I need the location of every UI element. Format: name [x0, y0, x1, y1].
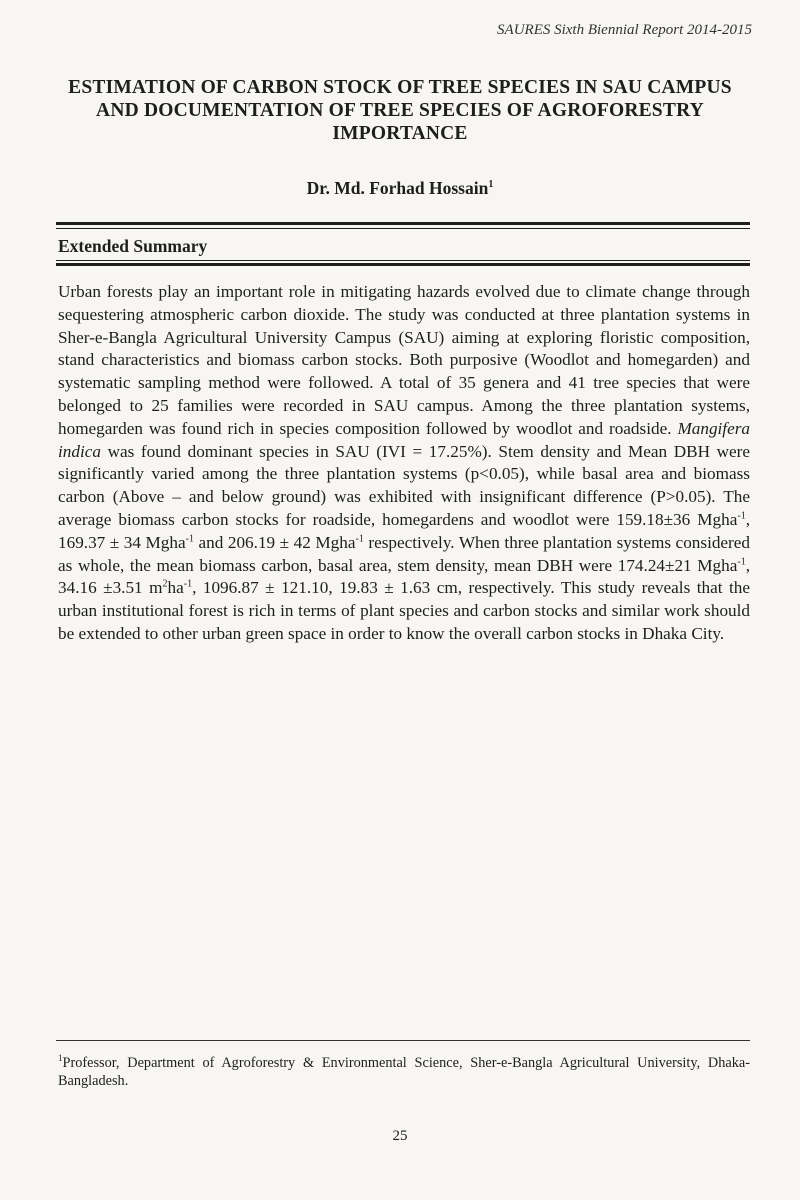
summary-text-4: and 206.19 ± 42 Mgha [198, 532, 356, 552]
species-name: Mangifera indica [58, 418, 750, 461]
summary-text-8: , 1096.87 ± 121.10, 19.83 ± 1.63 cm, respectively. This study reveals that the urban institutional forest is rich in terms of plant species and carbon stocks and similar work should be extended to other urban green space in order to know the overall carbon stocks in Dhaka City. [58, 578, 750, 643]
summary-text-2: was found dominant species in SAU (IVI = 17.25%). Stem density and Mean DBH were significantly varied among the three plantation systems (p<0.05), while basal area and biomass carbon (Above – and below ground) was exhibited with insignificant difference (P>0.05). The average biomass carbon stocks for roadside, homegardens and woodlot were 159.18±36 Mgha [58, 441, 750, 529]
unit-superscript: -1 [737, 510, 746, 522]
summary-text-5: respectively. When three plantation systems considered as whole, the mean biomass carbon, basal area, stem density, mean DBH were 174.24±21 Mgha [58, 532, 751, 575]
unit-superscript: -1 [185, 533, 194, 545]
summary-text-3: , 169.37 ± 34 Mgha [58, 509, 750, 552]
section-rule-bottom [56, 260, 750, 266]
unit-superscript: -1 [355, 533, 364, 545]
section-rule-top [56, 222, 750, 229]
author-line [0, 178, 800, 199]
extended-summary-paragraph [58, 281, 750, 646]
running-head: SAURES Sixth Biennial Report 2014-2015 [497, 22, 752, 38]
footnote-rule [56, 1040, 750, 1041]
unit-superscript: 2 [162, 578, 168, 590]
summary-text-1: Urban forests play an important role in mitigating hazards evolved due to climate change through sequestering atmospheric carbon dioxide. The study was conducted at three plantation systems in Sher-e-Bangla Agricultural University Campus (SAU) aiming at exploring floristic composition, stand characteristics and biomass carbon stocks. Both purposive (Woodlot and homegarden) and systematic sampling method were followed. A total of 35 genera and 41 tree species that were belonged to 25 families were recorded in SAU campus. Among the three plantation systems, homegarden was found rich in species composition followed by woodlot and roadside. [58, 282, 750, 438]
author-name: Dr. Md. Forhad Hossain [306, 178, 489, 198]
footnote-text: Professor, Department of Agroforestry & Environmental Science, Sher-e-Bangla Agricultural University, Dhaka-Bangladesh. [58, 1055, 750, 1089]
footnote [58, 1054, 750, 1090]
page-number: 25 [392, 1128, 408, 1144]
unit-superscript: -1 [183, 578, 193, 590]
footnote-mark: 1 [58, 1053, 63, 1064]
section-heading: Extended Summary [58, 236, 208, 256]
author-affiliation-mark: 1 [488, 179, 494, 191]
unit-superscript: -1 [737, 555, 746, 567]
summary-text-7: ha [167, 578, 184, 598]
summary-text-6: , 34.16 ±3.51 m [58, 555, 750, 598]
paper-title: ESTIMATION OF CARBON STOCK OF TREE SPECIES IN SAU CAMPUS AND DOCUMENTATION OF TREE SPECIES OF AGROFORESTRY IMPORTANCE [68, 77, 732, 144]
